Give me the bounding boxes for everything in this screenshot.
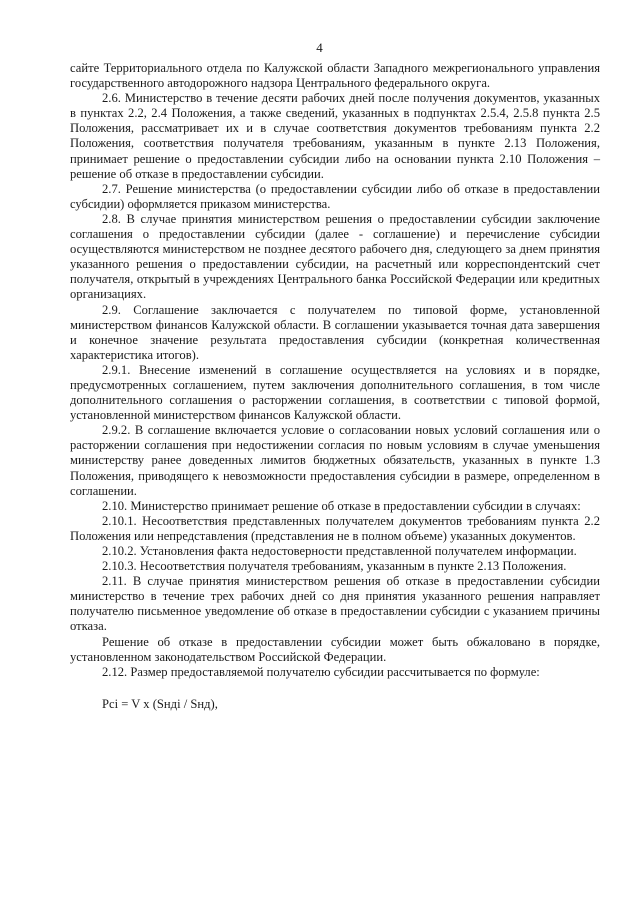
paragraph-2-11: 2.11. В случае принятия министерством решения об отказе в предоставлении субсидии министерство в течение трех рабочих дней со дня принятия указанного решения направляет получателю письменное уведомление об отказе в предоставлении субсидии с указанием причины отказа.	[70, 574, 600, 634]
paragraph-continuation: сайте Территориального отдела по Калужской области Западного межрегионального управления государственного автодорожного надзора Центрального федерального округа.	[70, 61, 600, 91]
paragraph-appeal: Решение об отказе в предоставлении субсидии может быть обжаловано в порядке, установленном законодательством Российской Федерации.	[70, 634, 600, 664]
paragraph-2-7: 2.7. Решение министерства (о предоставлении субсидии либо об отказе в предоставлении субсидии) оформляется приказом министерства.	[70, 181, 600, 211]
paragraph-2-8: 2.8. В случае принятия министерством решения о предоставлении субсидии заключение соглашения о предоставлении субсидии (далее - соглашение) и перечисление субсидии осуществляются министерством не позднее десятого рабочего дня, следующего за днем принятия указанного решения о предоставлении субсидии, на расчетный или корреспондентский счет получателя, открытый в учреждениях Центрального банка Российской Федерации или кредитных организациях.	[70, 211, 600, 302]
paragraph-2-10-3: 2.10.3. Несоответствия получателя требованиям, указанным в пункте 2.13 Положения.	[102, 559, 567, 574]
paragraph-2-10-1: 2.10.1. Несоответствия представленных получателем документов требованиям пункта 2.2 Положения или непредставления (представления не в полном объеме) указанных документов.	[70, 513, 600, 543]
paragraph-2-12: 2.12. Размер предоставляемой получателю субсидии рассчитывается по формуле:	[102, 664, 540, 679]
paragraph-2-10: 2.10. Министерство принимает решение об отказе в предоставлении субсидии в случаях:	[102, 498, 581, 513]
paragraph-2-9-1: 2.9.1. Внесение изменений в соглашение осуществляется на условиях и в порядке, предусмотренных соглашением, путем заключения дополнительного соглашения, в том числе дополнительного соглашения о расторжении соглашения, в соответствии с типовой формой, установленной министерством финансов Калужской области.	[70, 362, 600, 423]
page-number: 4	[316, 40, 323, 55]
paragraph-2-6: 2.6. Министерство в течение десяти рабочих дней после получения документов, указанных в пунктах 2.2, 2.4 Положения, а также сведений, указанных в подпунктах 2.5.4, 2.5.8 пункта 2.5 Положения, рассматривает их и в случае соответствия документов требованиям пункта 2.2 Положения, соответствия получателя требованиям, указанным в пункте 2.13 Положения, принимает решение о предоставлении субсидии либо на основании пункта 2.10 Положения – решение об отказе в предоставлении субсидии.	[70, 91, 600, 181]
paragraph-2-10-2: 2.10.2. Установления факта недостоверности представленной получателем информации.	[102, 544, 577, 558]
subsidy-formula: Pci = V x (Sндi / Sнд),	[102, 696, 218, 711]
paragraph-2-9: 2.9. Соглашение заключается с получателем по типовой форме, установленной министерством финансов Калужской области. В соглашении указывается точная дата завершения и конечное значение результата предоставления субсидии (конкретная количественная характеристика итогов).	[70, 302, 600, 362]
document-body	[70, 61, 600, 712]
paragraph-2-9-2: 2.9.2. В соглашение включается условие о согласовании новых условий соглашения или о расторжении соглашения при недостижении согласия по новым условиям в случае уменьшения министерству ранее доведенных лимитов бюджетных обязательств, указанных в пункте 1.3 Положения, приводящего к невозможности предоставления субсидии в размере, определенном в соглашении.	[70, 423, 600, 498]
